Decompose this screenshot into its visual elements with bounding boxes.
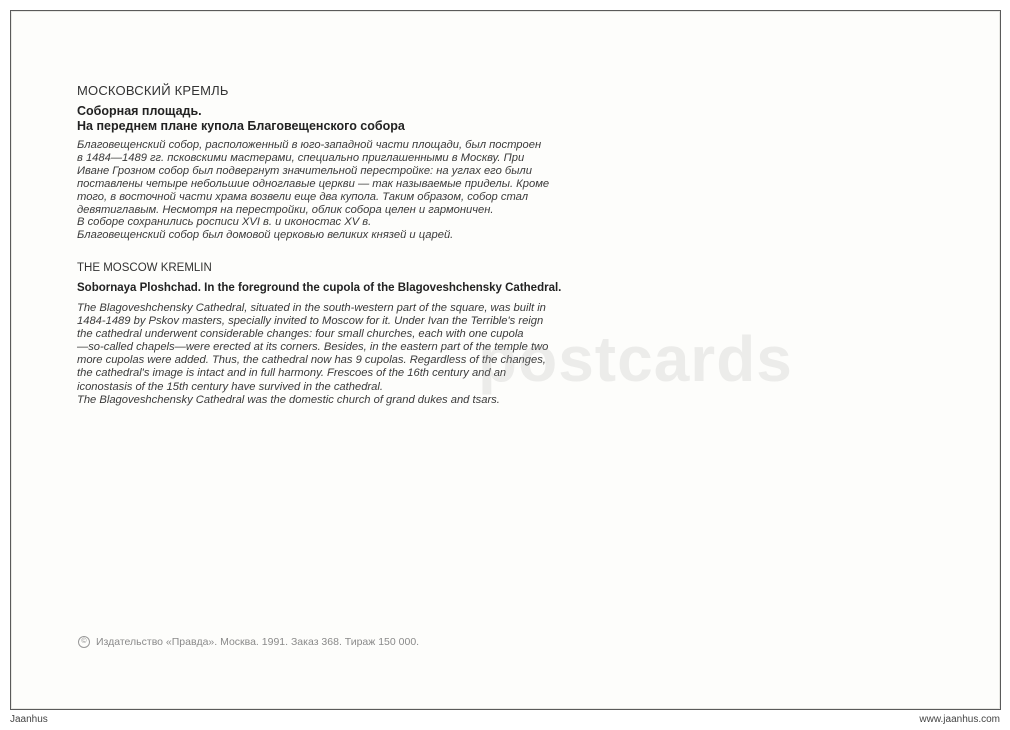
en-body-line: more cupolas were added. Thus, the cathedral now has 9 cupolas. Regardless of the changes, [77,354,546,367]
imprint-text: Издательство «Правда». Москва. 1991. Заказ 368. Тираж 150 000. [96,636,420,648]
ru-body-line: того, в восточной части храма возвели еще два купола. Таким образом, собор стал [77,190,529,203]
en-subtitle: Sobornaya Ploshchad. In the foreground the cupola of the Blagoveshchensky Cathedral. [77,282,562,294]
en-heading: THE MOSCOW KREMLIN [77,262,212,274]
footer-brand: Jaanhus [10,714,48,725]
en-body-line: The Blagoveshchensky Cathedral, situated in the south-western part of the square, was built in [77,302,546,314]
ru-heading: МОСКОВСКИЙ КРЕМЛЬ [77,83,229,98]
en-body-line: the cathedral's image is intact and in full harmony. Frescoes of the 16th century and an [77,367,507,380]
ru-subtitle [77,104,405,134]
en-body-text [77,302,622,407]
ru-body-line: в 1484—1489 гг. псковскими мастерами, специально приглашенными в Москву. При [77,151,525,164]
en-body-line: —so-called chapels—were erected at its corners. Besides, in the eastern part of the temple two [77,341,549,354]
copyright-icon: © [78,636,90,648]
ru-body-line: девятиглавым. Несмотря на перестройки, облик собора целен и гармоничен. [77,203,494,216]
publisher-imprint [78,636,419,648]
en-body-line: The Blagoveshchensky Cathedral was the domestic church of grand dukes and tsars. [77,393,500,406]
ru-body-line: Благовещенский собор, расположенный в юго-западной части площади, был построен [77,139,542,151]
en-body-line: iconostasis of the 15th century have survived in the cathedral. [77,380,383,393]
ru-body-line: Иване Грозном собор был подвергнут значительной перестройке: на углах его были [77,164,532,177]
ru-subtitle-line: На переднем плане купола Благовещенского собора [77,119,405,133]
footer-url[interactable]: www.jaanhus.com [919,714,1000,725]
en-body-line: the cathedral underwent considerable changes: four small churches, each with one cupola [77,328,524,341]
ru-body-text [77,139,617,242]
ru-body-line: Благовещенский собор был домовой церковью великих князей и царей. [77,229,454,242]
ru-subtitle-line: Соборная площадь. [77,104,202,118]
ru-body-line: поставлены четыре небольшие одноглавые церкви — так называемые приделы. Кроме [77,177,550,190]
en-body-line: 1484-1489 by Pskov masters, specially invited to Moscow for it. Under Ivan the Terrible's reign [77,315,544,328]
ru-body-line: В соборе сохранились росписи XVI в. и иконостас XV в. [77,216,372,229]
